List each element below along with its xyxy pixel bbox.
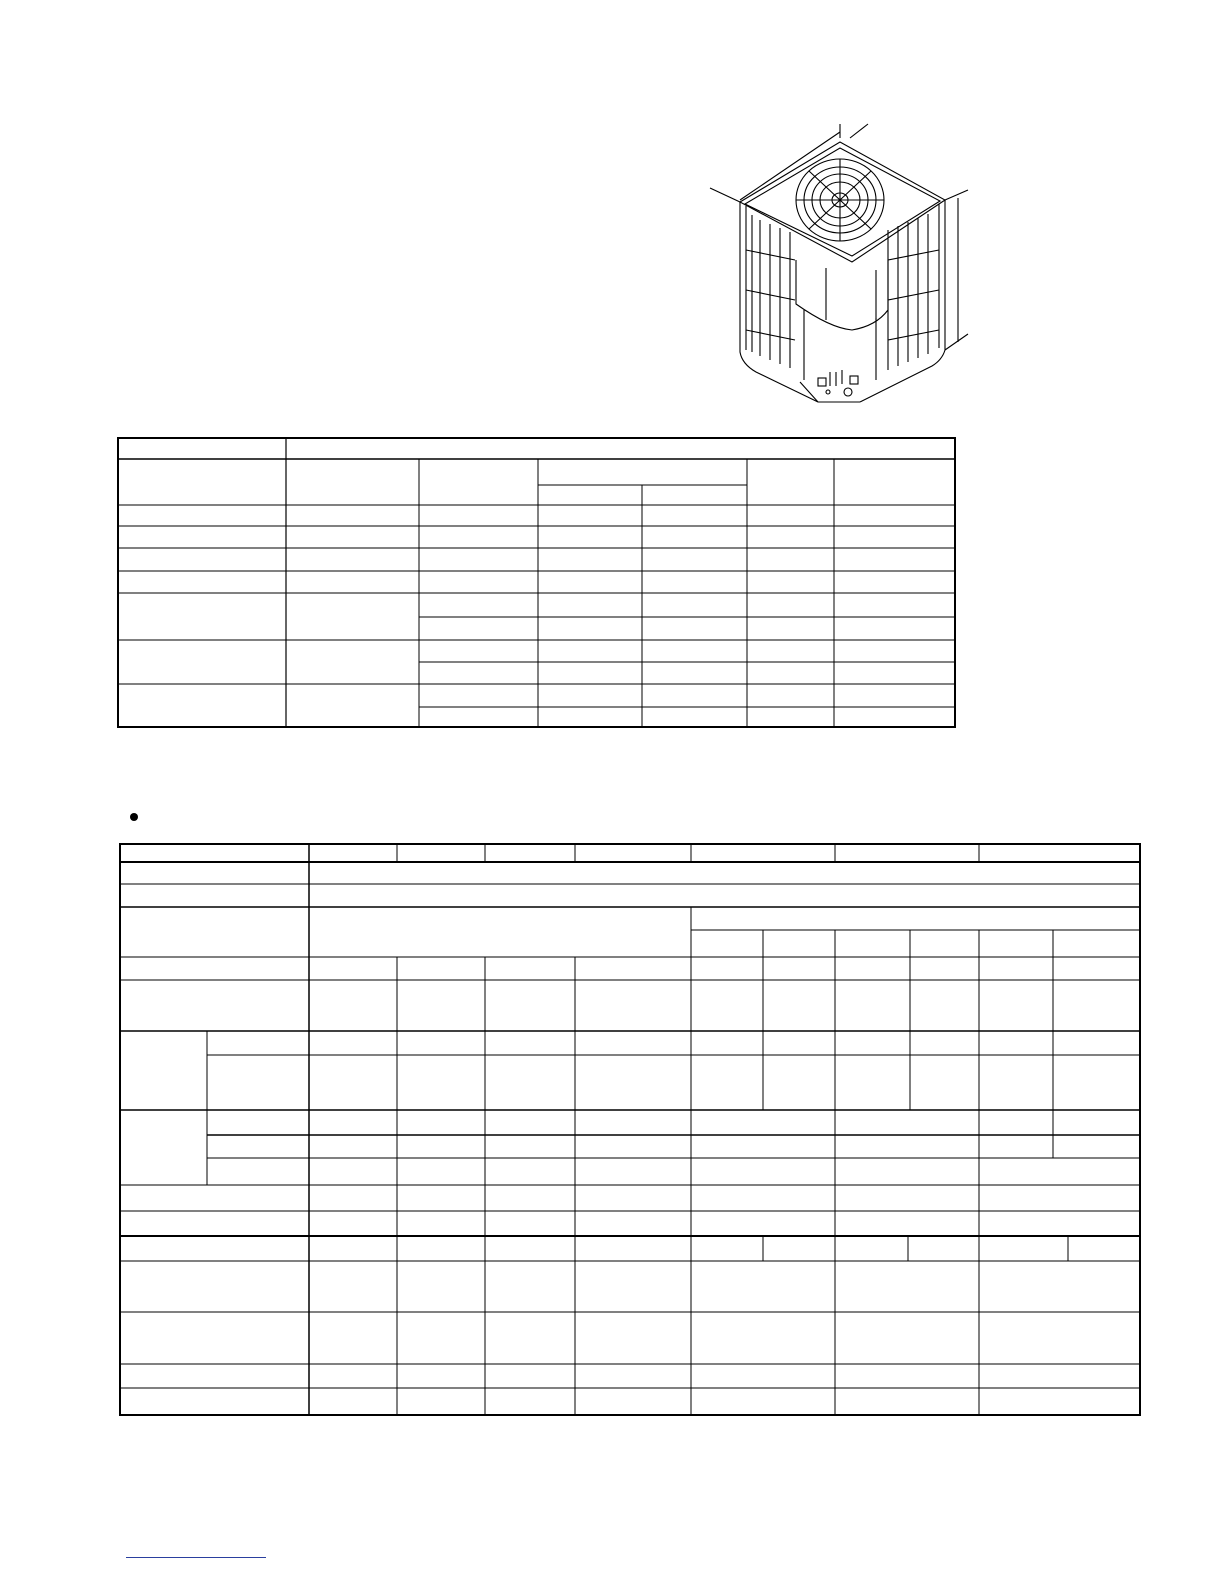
bullet-dot-icon <box>130 813 138 821</box>
dimensions-table <box>117 437 957 729</box>
condenser-unit-illustration <box>700 120 990 410</box>
specifications-table <box>118 842 1142 1418</box>
dimensions-table-grid <box>118 438 955 727</box>
condenser-unit-icon <box>710 124 968 402</box>
specifications-table-grid <box>120 844 1140 1415</box>
footer-rule <box>126 1557 266 1558</box>
